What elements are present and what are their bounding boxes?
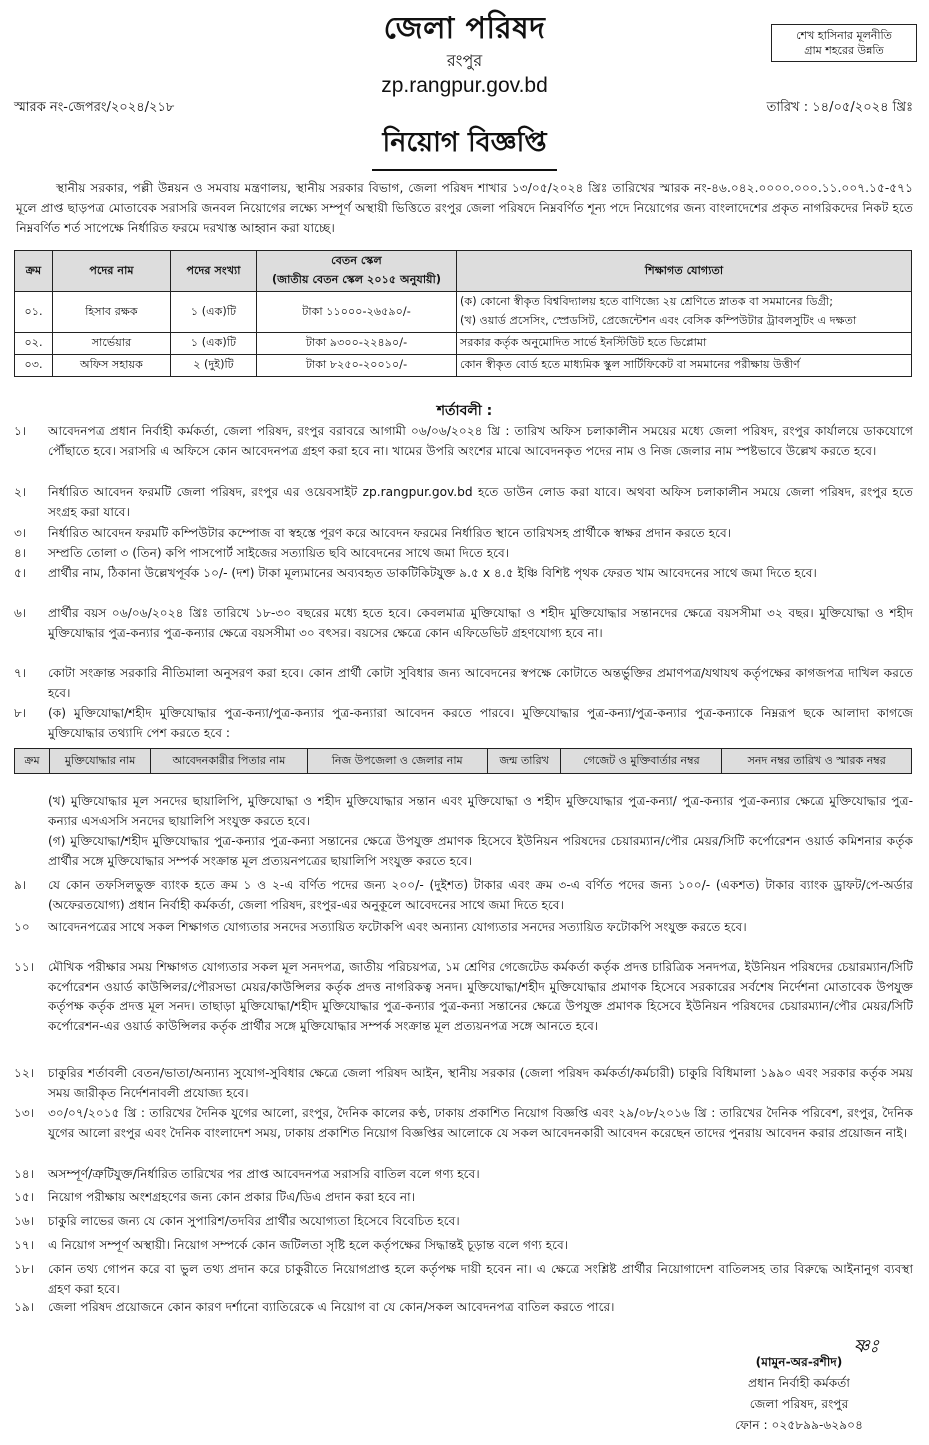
row-scale: টাকা ৮২৫০-২০০১০/-: [257, 355, 457, 377]
condition-text: প্রার্থীর নাম, ঠিকানা উল্লেখপূর্বক ১০/- (দশ) টাকা মূল্যমানের অব্যবহৃত ডাকটিকিটযুক্ত ৯.৫ x ৪.৫ ইঞ্চি বিশিষ্ট পৃথক ফেরত খাম আবেদনের সাথে জমা দিতে হবে।: [48, 566, 817, 580]
row-edu: সরকার কর্তৃক অনুমোদিত সার্ভে ইনস্টিউিট হতে ডিপ্লোমা: [457, 333, 912, 355]
row-edu-line-1: (ক) কোনো স্বীকৃত বিশ্ববিদ্যালয় হতে বাণিজ্যে ২য় শ্রেণিতে স্নাতক বা সমমানের ডিগ্রী;: [460, 295, 833, 308]
condition-number: ৩।: [14, 526, 27, 540]
condition-number: ৫।: [14, 566, 27, 580]
ff-col: নিজ উপজেলা ও জেলার নাম: [307, 749, 487, 774]
notice-title-text: নিয়োগ বিজ্ঞপ্তি: [372, 122, 556, 171]
condition-text: নির্ধারিত আবেদন ফরমটি কম্পিউটার কম্পোজ বা স্বহস্তে পূরণ করে আবেদন ফরমের নির্ধারিত স্থানে তারিখসহ প্রার্থীকে স্বাক্ষর প্রদান করতে হবে।: [48, 526, 732, 540]
condition-text: কোটা সংক্রান্ত সরকারি নীতিমালা অনুসরণ করা হবে। কোন প্রার্থী কোটা সুবিধার জন্য আবেদনের স্বপক্ষে কোটাতে অন্তর্ভুক্তির প্রমাণপত্র/যথাযথ কর্তৃপক্ষের কাগজপত্র দাখিল করতে হবে।: [48, 666, 913, 700]
row-scale: টাকা ৯৩০০-২২৪৯০/-: [257, 333, 457, 355]
condition-text: চাকুরির শর্তাবলী বেতন/ভাতা/অন্যান্য সুযোগ-সুবিধার ক্ষেত্রে জেলা পরিষদ আইন, স্থানীয় সরকার (জেলা পরিষদ কর্মকর্তা/কর্মচারী) চাকুরি বিধিমালা ১৯৯০ এবং সরকার কর্তৃক সময় সময় জারীকৃত নির্দেশনাবলী প্রযোজ্য হবে।: [48, 1066, 913, 1100]
condition-item: [14, 704, 913, 743]
ff-col: সনদ নম্বর তারিখ ও স্মারক নম্বর: [722, 749, 912, 774]
freedom-fighter-table: [14, 748, 912, 774]
condition-item: [14, 1260, 913, 1299]
condition-item: [14, 1298, 913, 1318]
row-edu: কোন স্বীকৃত বোর্ড হতে মাধ্যমিক স্কুল সার্টিফিকেট বা সমমানের পরীক্ষায় উত্তীর্ণ: [457, 355, 912, 377]
condition-item: [14, 1212, 913, 1232]
table-row: [15, 292, 912, 333]
col-edu: শিক্ষাগত যোগ্যতা: [457, 251, 912, 292]
condition-text: নিয়োগ পরীক্ষায় অংশগ্রহণের জন্য কোন প্রকার টিএ/ডিএ প্রদান করা হবে না।: [48, 1190, 416, 1204]
signatory-office: জেলা পরিষদ, রংপুর: [749, 1397, 849, 1411]
org-website: zp.rangpur.gov.bd: [381, 74, 548, 97]
condition-number: ১৭।: [14, 1238, 35, 1252]
freedom-fighter-table-header: [15, 749, 912, 774]
org-city: রংপুর: [446, 51, 483, 70]
signature-block: [709, 1352, 889, 1436]
sub-clause: (গ) মুক্তিযোদ্ধা/শহীদ মুক্তিযোদ্ধার পুত্র-কন্যার পুত্র-কন্যা সন্তানের ক্ষেত্রে উপযুক্ত প্রমাণক হিসেবে ইউনিয়ন পরিষদের চেয়ারম্যান/পৌর মেয়র/সিটি কর্পোরেশন ওয়ার্ড কমিশনার কর্তৃক প্রার্থীর সঙ্গে মুক্তিযোদ্ধার সম্পর্ক সংক্রান্ত মূল প্রত্যয়নপত্রের ছায়ালিপি সংযুক্ত করতে হবে।: [48, 834, 913, 868]
row-scale: টাকা ১১০০০-২৬৫৯০/-: [257, 292, 457, 333]
condition-text: জেলা পরিষদ প্রয়োজনে কোন কারণ দর্শানো ব্যাতিরেকে এ নিয়োগ বা যে কোন/সকল আবেদনপত্র বাতিল করতে পারে।: [48, 1300, 615, 1314]
condition-text: এ নিয়োগ সম্পূর্ণ অস্থায়ী। নিয়োগ সম্পর্কে কোন জটিলতা সৃষ্টি হলে কর্তৃপক্ষের সিদ্ধান্তই চূড়ান্ত বলে গণ্য হবে।: [48, 1238, 569, 1252]
condition-item: [14, 483, 913, 522]
ff-col: আবেদনকারীর পিতার নাম: [151, 749, 307, 774]
condition-number: ১২।: [14, 1066, 35, 1080]
condition-text: (ক) মুক্তিযোদ্ধা/শহীদ মুক্তিযোদ্ধার পুত্র-কন্যা/পুত্র-কন্যার পুত্র-কন্যারা আবেদন করতে পারবে। মুক্তিযোদ্ধার পুত্র-কন্যা/পুত্র-কন্যার পুত্র-কন্যাকে নিম্নরূপ ছকে আলাদা কাগজে মুক্তিযোদ্ধার তথ্যাদি পেশ করতে হবে :: [48, 706, 913, 740]
notice-title: [0, 122, 929, 171]
condition-item: [14, 544, 913, 564]
condition-item: [14, 422, 913, 461]
condition-number: ১১।: [14, 960, 35, 974]
condition-number: ১৬।: [14, 1214, 35, 1228]
intro-paragraph: স্থানীয় সরকার, পল্লী উন্নয়ন ও সমবায় মন্ত্রণালয়, স্থানীয় সরকার বিভাগ, জেলা পরিষদ শাখার ১৩/০৫/২০২৪ খ্রিঃ তারিখের স্মারক নং-৪৬.০৪২.০০০০.০০০.১১.০০৭.১৫-৫৭১ মূলে প্রাপ্ত ছাড়পত্র মোতাবেক সরাসরি জনবল নিয়োগের লক্ষ্যে সম্পূর্ণ অস্থায়ী ভিত্তিতে রংপুর জেলা পরিষদে নিম্নবর্ণিত শূন্য পদে নিয়োগের জন্য বাংলাদেশের প্রকৃত নাগরিকদের নিকট হতে নিম্নবর্ণিত শর্ত সাপেক্ষে নির্ধারিত ফরমে দরখাস্ত আহ্বান করা যাচ্ছে।: [16, 181, 913, 235]
row-edu: [457, 292, 912, 333]
sub-clause: (খ) মুক্তিযোদ্ধার মূল সনদের ছায়ালিপি, মুক্তিযোদ্ধা ও শহীদ মুক্তিযোদ্ধার সন্তান এবং মুক্তিযোদ্ধা ও শহীদ মুক্তিযোদ্ধার পুত্র-কন্যা/ পুত্র-কন্যার পুত্র-কন্যার ক্ষেত্রে মুক্তিযোদ্ধার পুত্র-কন্যার এসএসসি সনদের ছায়ালিপি সংযুক্ত করতে হবে।: [48, 794, 913, 828]
memo-number: স্মারক নং-জেপরং/২০২৪/২১৮: [14, 100, 175, 115]
condition-text: সম্প্রতি তোলা ৩ (তিন) কপি পাসপোর্ট সাইজের সত্যায়িত ছবি আবেদনের সাথে জমা দিতে হবে।: [48, 546, 510, 560]
condition-text: কোন তথ্য গোপন করে বা ভুল তথ্য প্রদান করে চাকুরীতে নিয়োগপ্রাপ্ত হলে কর্তৃপক্ষ দায়ী হবেন না। এ ক্ষেত্রে সংশ্লিষ্ট প্রার্থীর নিয়োগাদেশ বাতিলসহ তার বিরুদ্ধে আইনানুগ ব্যবস্থা গ্রহণ করা হবে।: [48, 1262, 913, 1296]
motto-line-1: শেখ হাসিনার মূলনীতি: [796, 29, 892, 42]
condition-item: [14, 1165, 913, 1185]
condition-item: [14, 876, 913, 915]
condition-item: [14, 524, 913, 544]
condition-number: ১৯।: [14, 1300, 35, 1314]
col-serial: ক্রম: [15, 251, 53, 292]
condition-item: [14, 1188, 913, 1208]
motto-box: [771, 24, 917, 62]
row-post: অফিস সহায়ক: [53, 355, 171, 377]
condition-number: ৯।: [14, 878, 27, 892]
condition-text: যে কোন তফসিলভুক্ত ব্যাংক হতে ক্রম ১ ও ২-এ বর্ণিত পদের জন্য ২০০/- (দুইশত) টাকার এবং ক্রম ৩-এ বর্ণিত পদের জন্য ১০০/- (একশত) টাকার ব্যাংক ড্রাফট/পে-অর্ডার (অফেরতযোগ্য) প্রধান নির্বাহী কর্মকর্তা, জেলা পরিষদ, রংপুর-এর অনুকূলে আবেদনের সাথে জমা দিতে হবে।: [48, 878, 913, 912]
notice-date: তারিখ : ১৪/০৫/২০২৪ খ্রিঃ: [766, 100, 913, 115]
condition-item: [14, 1236, 913, 1256]
row-edu-line-2: (খ) ওয়ার্ড প্রসেসিং, স্প্রেডসিট, প্রেজেন্টেশন এবং বেসিক কম্পিউটার ট্রাবলসুটিং এ দক্ষতা: [460, 314, 857, 327]
row-serial: ০১.: [15, 292, 53, 333]
condition-text: আবেদনপত্র প্রধান নির্বাহী কর্মকর্তা, জেলা পরিষদ, রংপুর বরাবরে আগামী ০৬/০৬/২০২৪ খ্রি : তারিখ অফিস চলাকালীন সময়ের মধ্যে জেলা পরিষদ, রংপুর কার্যালয়ে ডাকযোগে পৌঁছাতে হবে। সরাসরি এ অফিসে কোন আবেদনপত্র গ্রহণ করা হবে না। খামের উপরি অংশের মাঝে আবেদনকৃত পদের নাম ও নিজ জেলার নাম স্পষ্টভাবে উল্লেখ করতে হবে।: [48, 424, 913, 458]
condition-text: প্রার্থীর বয়স ০৬/০৬/২০২৪ খ্রিঃ তারিখে ১৮-৩০ বছরের মধ্যে হতে হবে। কেবলমাত্র মুক্তিযোদ্ধা ও শহীদ মুক্তিযোদ্ধার সন্তানদের ক্ষেত্রে বয়সসীমা ৩২ বছর। মুক্তিযোদ্ধা ও শহীদ মুক্তিযোদ্ধার পুত্র-কন্যার পুত্র-কন্যার ক্ষেত্রে বয়সসীমা ৩০ বৎসর। বয়সের ক্ষেত্রে কোন এফিডেভিট গ্রহণযোগ্য হবে না।: [48, 606, 913, 640]
row-serial: ০২.: [15, 333, 53, 355]
signatory-name: (মামুন-অর-রশীদ): [755, 1355, 843, 1369]
condition-item: [14, 664, 913, 703]
condition-text: চাকুরি লাভের জন্য যে কোন সুপারিশ/তদবির প্রার্থীর অযোগ্যতা হিসেবে বিবেচিত হবে।: [48, 1214, 460, 1228]
condition-number: ১৩।: [14, 1106, 35, 1120]
condition-item: [14, 564, 913, 584]
col-post: পদের নাম: [53, 251, 171, 292]
ff-col: ক্রম: [15, 749, 50, 774]
signatory-phone: ফোন : ০২৫৮৯৯-৬২৯০৪: [735, 1418, 863, 1432]
condition-text: আবেদনপত্রের সাথে সকল শিক্ষাগত যোগ্যতার সনদের সত্যায়িত ফটোকপি এবং অন্যান্য যোগ্যতার সনদের সত্যায়িত ফটোকপি সংযুক্ত করতে হবে।: [48, 920, 747, 934]
condition-number: ১০: [14, 920, 30, 934]
motto-line-2: গ্রাম শহরের উন্নতি: [804, 44, 884, 57]
condition-number: ৬।: [14, 606, 27, 620]
condition-number: ২।: [14, 485, 27, 499]
condition-number: ১।: [14, 424, 27, 438]
condition-text: ৩০/০৭/২০১৫ খ্রি : তারিখের দৈনিক যুগের আলো, রংপুর, দৈনিক কালের কণ্ঠ, ঢাকায় প্রকাশিত নিয়োগ বিজ্ঞপ্তি এবং ২৯/০৮/২০১৬ খ্রি : তারিখের দৈনিক পরিবেশ, রংপুর, দৈনিক যুগের আলো রংপুর এবং দৈনিক বাংলাদেশ সময়, ঢাকায় প্রকাশিত নিয়োগ বিজ্ঞপ্তির আলোকে যে সকল আবেদনকারী আবেদন করেছেন তাদের পুনরায় আবেদন করার প্রয়োজন নাই।: [48, 1106, 913, 1140]
condition-number: ১৪।: [14, 1167, 35, 1181]
table-row: [15, 333, 912, 355]
condition-item: [14, 604, 913, 643]
row-serial: ০৩.: [15, 355, 53, 377]
ff-col: জন্ম তারিখ: [487, 749, 561, 774]
ff-col: গেজেট ও মুক্তিবার্তার নম্বর: [561, 749, 722, 774]
col-scale-title: বেতন স্কেল: [331, 254, 382, 267]
condition-number: ১৮।: [14, 1262, 35, 1276]
condition-text: নির্ধারিত আবেদন ফরমটি জেলা পরিষদ, রংপুর এর ওয়েবসাইট zp.rangpur.gov.bd হতে ডাউন লোড করা যাবে। অথবা অফিস চলাকালীন সময়ে জেলা পরিষদ, রংপুর হতে সংগ্রহ করা যাবে।: [48, 485, 913, 519]
col-count: পদের সংখ্যা: [171, 251, 257, 292]
condition-number: ৪।: [14, 546, 27, 560]
col-scale-sub: (জাতীয় বেতন স্কেল ২০১৫ অনুযায়ী): [272, 273, 441, 286]
condition-number: ৮।: [14, 706, 27, 720]
row-post: হিসাব রক্ষক: [53, 292, 171, 333]
col-scale: [257, 251, 457, 292]
ff-col: মুক্তিযোদ্ধার নাম: [50, 749, 151, 774]
condition-item: [14, 958, 913, 1036]
org-title: জেলা পরিষদ: [383, 11, 546, 46]
posts-table-header: [15, 251, 912, 292]
table-row: [15, 355, 912, 377]
condition-item: [14, 1064, 913, 1103]
posts-table: [14, 250, 912, 377]
condition-number: ১৫।: [14, 1190, 35, 1204]
signature-scribble: ষ্ণঃ: [853, 1336, 879, 1357]
condition-text: মৌখিক পরীক্ষার সময় শিক্ষাগত যোগ্যতার সকল মূল সনদপত্র, জাতীয় পরিচয়পত্র, ১ম শ্রেণির গেজেটেড কর্মকর্তা কর্তৃক প্রদত্ত চারিত্রিক সনদপত্র, ইউনিয়ন পরিষদের চেয়ারম্যান/সিটি কর্পোরেশন ওয়ার্ড কাউন্সিলর/পৌরসভা মেয়র/কাউন্সিলর কর্তৃক প্রদত্ত নাগরিকত্ব সনদ। মুক্তিযোদ্ধা/শহীদ মুক্তিযোদ্ধার প্রমাণক হিসেবে সরকারের সর্বশেষ নির্দেশনা মোতাবেক উপযুক্ত কর্তৃপক্ষ কর্তৃক প্রদত্ত মূল সনদ। তাছাড়া মুক্তিযোদ্ধা/শহীদ মুক্তিযোদ্ধার পুত্র-কন্যার পুত্র-কন্যা সন্তানের ক্ষেত্রে উপযুক্ত প্রমাণক হিসেবে ইউনিয়ন পরিষদের চেয়ারম্যান/পৌর মেয়র/সিটি কর্পোরেশন-এর ওয়ার্ড কাউন্সিলর কর্তৃক প্রার্থীর সঙ্গে মুক্তিযোদ্ধার সম্পর্ক সংক্রান্ত মূল প্রত্যয়নপত্র সঙ্গে আনতে হবে।: [48, 960, 913, 1033]
row-count: ১ (এক)টি: [171, 333, 257, 355]
row-count: ২ (দুই)টি: [171, 355, 257, 377]
condition-item: [14, 1104, 913, 1143]
row-post: সার্ভেয়ার: [53, 333, 171, 355]
condition-text: অসম্পূর্ণ/ত্রুটিযুক্ত/নির্ধারিত তারিখের পর প্রাপ্ত আবেদনপত্র সরাসরি বাতিল বলে গণ্য হবে।: [48, 1167, 480, 1181]
signatory-designation: প্রধান নির্বাহী কর্মকর্তা: [748, 1376, 850, 1390]
condition-item: [14, 918, 913, 938]
row-count: ১ (এক)টি: [171, 292, 257, 333]
conditions-title: শর্তাবলী :: [436, 403, 493, 419]
condition-number: ৭।: [14, 666, 27, 680]
